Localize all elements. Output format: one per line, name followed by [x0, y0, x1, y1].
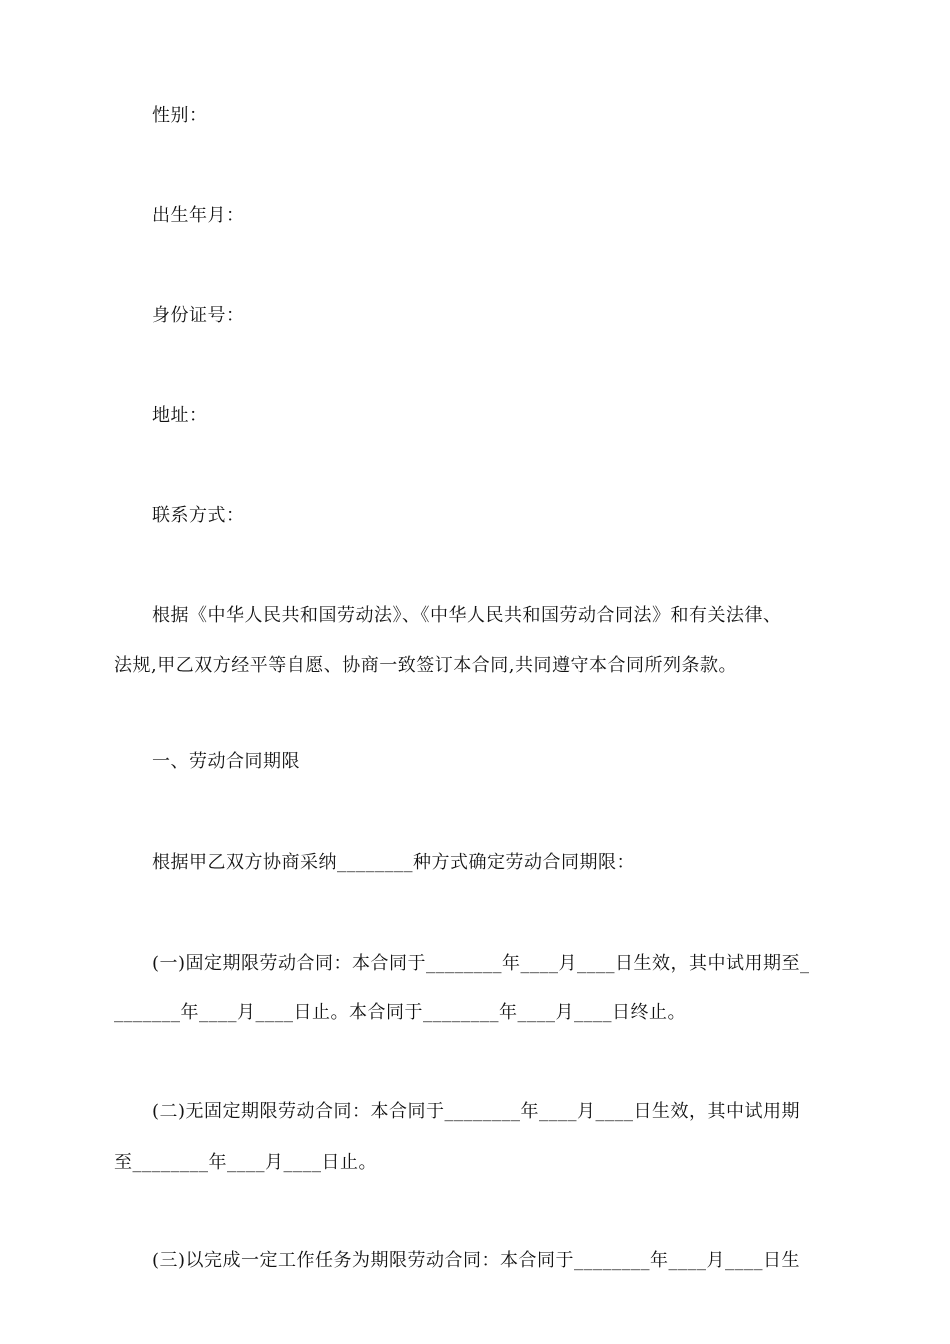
preamble-line-1: 根据《中华人民共和国劳动法》、《中华人民共和国劳动合同法》和有关法律、: [152, 605, 782, 626]
fixed-term-clause-line-2: _______年____月____日止。本合同于________年____月____日终止。: [114, 1002, 686, 1023]
birth-field-label: 出生年月：: [152, 205, 245, 226]
gender-field-label: 性别：: [152, 105, 208, 126]
section-heading: 一、劳动合同期限: [152, 751, 300, 772]
preamble-line-2: 法规,甲乙双方经平等自愿、协商一致签订本合同,共同遵守本合同所列条款。: [114, 655, 737, 676]
address-field-label: 地址：: [152, 405, 208, 426]
contact-field-label: 联系方式：: [152, 505, 245, 526]
open-term-clause-line-1: (二)无固定期限劳动合同：本合同于________年____月____日生效，其中试用期: [152, 1101, 801, 1122]
id-number-field-label: 身份证号：: [152, 305, 245, 326]
task-term-clause-line-1: (三)以完成一定工作任务为期限劳动合同：本合同于________年____月____日生: [152, 1250, 801, 1271]
section-intro: 根据甲乙双方协商采纳________种方式确定劳动合同期限：: [152, 852, 635, 873]
open-term-clause-line-2: 至________年____月____日止。: [114, 1152, 377, 1173]
fixed-term-clause-line-1: (一)固定期限劳动合同：本合同于________年____月____日生效，其中试用期至_: [152, 953, 810, 974]
